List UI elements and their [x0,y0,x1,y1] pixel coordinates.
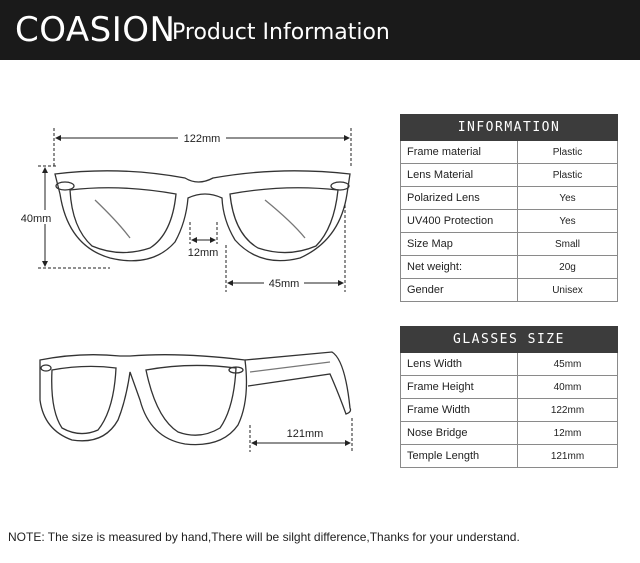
header-subtitle: Product Information [172,20,390,45]
row-label: Polarized Lens [401,187,518,210]
row-value: 45mm [518,353,618,376]
dim-lens-width: 45mm [268,278,300,290]
row-label: Gender [401,279,518,302]
row-value: 40mm [518,376,618,399]
table-row [401,399,618,422]
row-value: Yes [518,187,618,210]
row-label: Frame material [401,141,518,164]
glasses-diagram [0,60,390,530]
row-label: Frame Width [401,399,518,422]
table-row [401,279,618,302]
row-label: Temple Length [401,445,518,468]
table-row [401,187,618,210]
dim-bridge: 12mm [187,247,219,259]
brand-name: COASION [15,10,176,50]
row-label: Frame Height [401,376,518,399]
table-row [401,141,618,164]
row-value: Yes [518,210,618,233]
row-value: Unisex [518,279,618,302]
front-dimensions [38,128,351,292]
table-row [401,256,618,279]
dim-frame-width: 122mm [183,133,221,145]
information-table [400,114,618,302]
row-value: 20g [518,256,618,279]
dim-frame-height: 40mm [20,213,52,225]
row-value: Small [518,233,618,256]
row-value: 12mm [518,422,618,445]
row-value: 122mm [518,399,618,422]
row-value: Plastic [518,164,618,187]
row-label: Net weight: [401,256,518,279]
row-value: Plastic [518,141,618,164]
row-value: 121mm [518,445,618,468]
table-row [401,233,618,256]
row-label: Size Map [401,233,518,256]
table-row [401,353,618,376]
glasses-size-title: GLASSES SIZE [401,327,618,353]
table-row [401,164,618,187]
table-row [401,210,618,233]
row-label: Nose Bridge [401,422,518,445]
dim-temple: 121mm [286,428,324,440]
row-label: Lens Material [401,164,518,187]
row-label: UV400 Protection [401,210,518,233]
information-title: INFORMATION [401,115,618,141]
row-label: Lens Width [401,353,518,376]
header-banner [0,0,640,60]
table-row [401,445,618,468]
table-row [401,376,618,399]
measurement-note: NOTE: The size is measured by hand,There will be silght difference,Thanks for your understand. [8,530,520,544]
table-row [401,422,618,445]
glasses-size-table [400,326,618,468]
